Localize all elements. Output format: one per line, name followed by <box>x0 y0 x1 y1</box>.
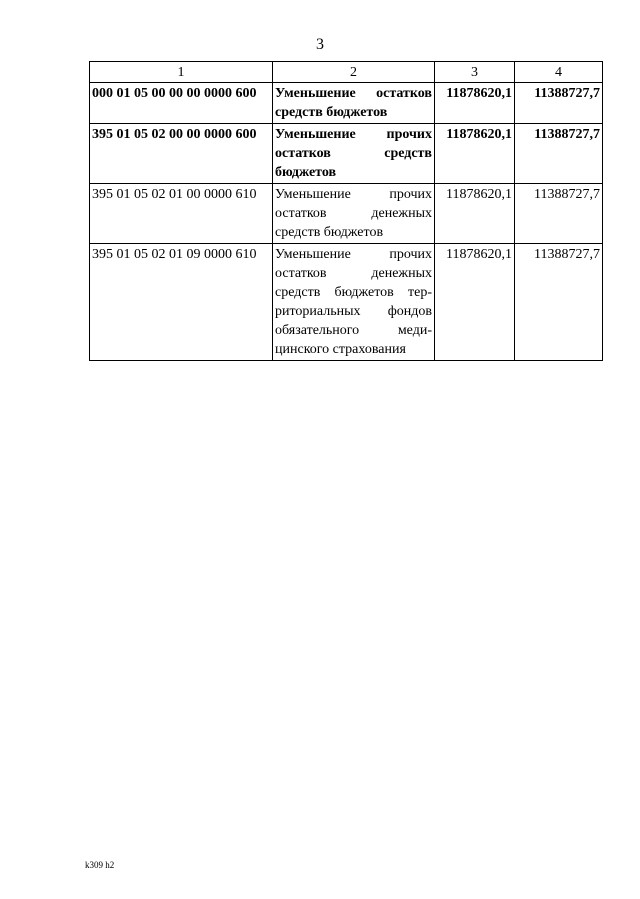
table-header-row <box>90 62 603 83</box>
row-col3: 11878620,1 <box>435 244 515 361</box>
header-col-4: 4 <box>515 62 603 83</box>
row-code: 000 01 05 00 00 00 0000 600 <box>90 83 273 124</box>
row-name: Уменьшение прочих остатков денежных средств бюджетов <box>273 184 435 244</box>
budget-table <box>89 61 603 361</box>
row-col4: 11388727,7 <box>515 124 603 184</box>
footer-code: k309 h2 <box>85 860 115 870</box>
row-col3: 11878620,1 <box>435 83 515 124</box>
row-col3: 11878620,1 <box>435 124 515 184</box>
header-col-3: 3 <box>435 62 515 83</box>
row-name: Уменьшение прочих остатков средств бюджетов <box>273 124 435 184</box>
page-number: 3 <box>316 36 324 53</box>
row-code: 395 01 05 02 01 00 0000 610 <box>90 184 273 244</box>
row-name: Уменьшение остатков средств бюджетов <box>273 83 435 124</box>
header-col-1: 1 <box>90 62 273 83</box>
row-code: 395 01 05 02 00 00 0000 600 <box>90 124 273 184</box>
row-col3: 11878620,1 <box>435 184 515 244</box>
table-row <box>90 244 603 361</box>
row-code: 395 01 05 02 01 09 0000 610 <box>90 244 273 361</box>
table-row <box>90 83 603 124</box>
row-col4: 11388727,7 <box>515 244 603 361</box>
row-name: Уменьшение прочих остатков денежных средств бюджетов тер-риториальных фондов обязательного меди-цинского страхования <box>273 244 435 361</box>
row-col4: 11388727,7 <box>515 184 603 244</box>
header-col-2: 2 <box>273 62 435 83</box>
table-row <box>90 124 603 184</box>
row-col4: 11388727,7 <box>515 83 603 124</box>
table-row <box>90 184 603 244</box>
